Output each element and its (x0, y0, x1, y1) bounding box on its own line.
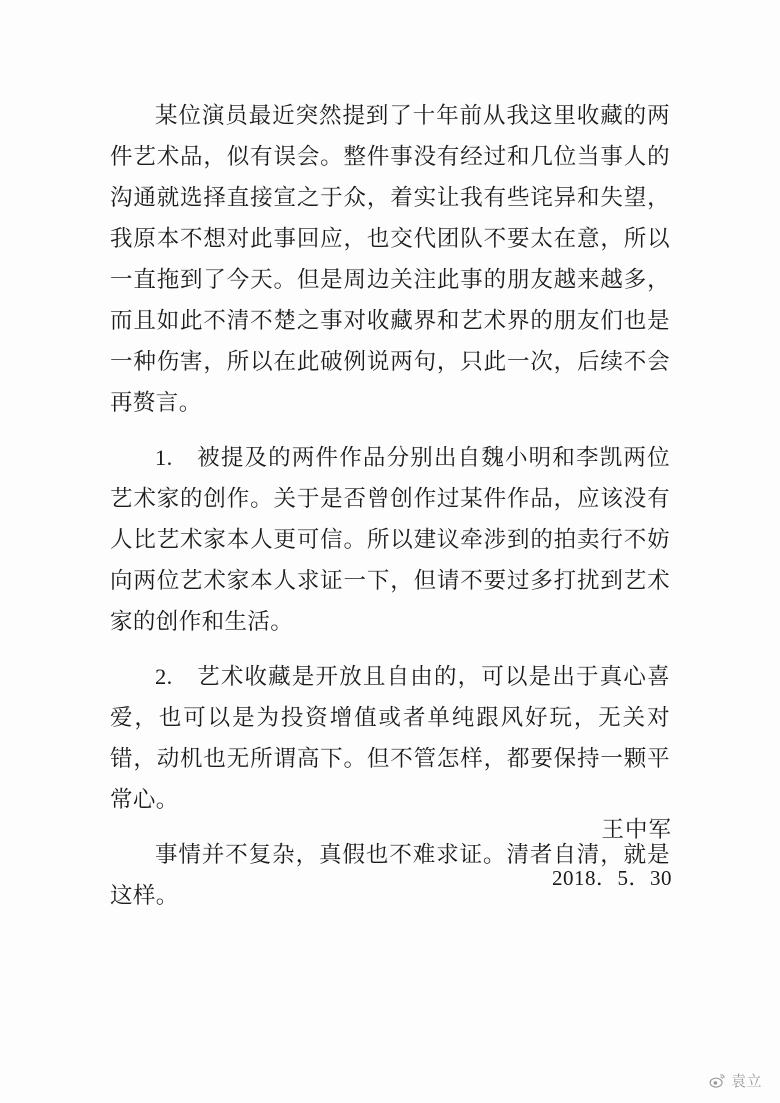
statement-body (110, 95, 670, 930)
paragraph-closing: 事情并不复杂，真假也不难求证。清者自清，就是这样。 (110, 842, 670, 908)
signature-date: 2018．5．30 (552, 866, 672, 890)
watermark (709, 1070, 762, 1091)
paragraph-point-2: 2. 艺术收藏是开放且自由的，可以是出于真心喜爱，也可以是为投资增值或者单纯跟风好玩，无关对错，动机也无所谓高下。但不管怎样，都要保持一颗平常心。 (110, 664, 670, 812)
paragraph-intro: 某位演员最近突然提到了十年前从我这里收藏的两件艺术品，似有误会。整件事没有经过和几位当事人的沟通就选择直接宣之于众，着实让我有些诧异和失望，我原本不想对此事回应，也交代团队不要太在意，所以一直拖到了今天。但是周边关注此事的朋友越来越多，而且如此不清不楚之事对收藏界和艺术界的朋友们也是一种伤害，所以在此破例说两句，只此一次，后续不会再赘言。 (110, 103, 670, 415)
watermark-label: 袁立 (730, 1073, 762, 1090)
signature-block (372, 812, 672, 896)
signature-name: 王中军 (601, 817, 672, 842)
paragraph-point-1: 1. 被提及的两件作品分别出自魏小明和李凯两位艺术家的创作。关于是否曾创作过某件作品，应该没有人比艺术家本人更可信。所以建议牵涉到的拍卖行不妨向两位艺术家本人求证一下，但请不要过多打扰到艺术家的创作和生活。 (110, 445, 670, 634)
weibo-icon (709, 1072, 726, 1089)
